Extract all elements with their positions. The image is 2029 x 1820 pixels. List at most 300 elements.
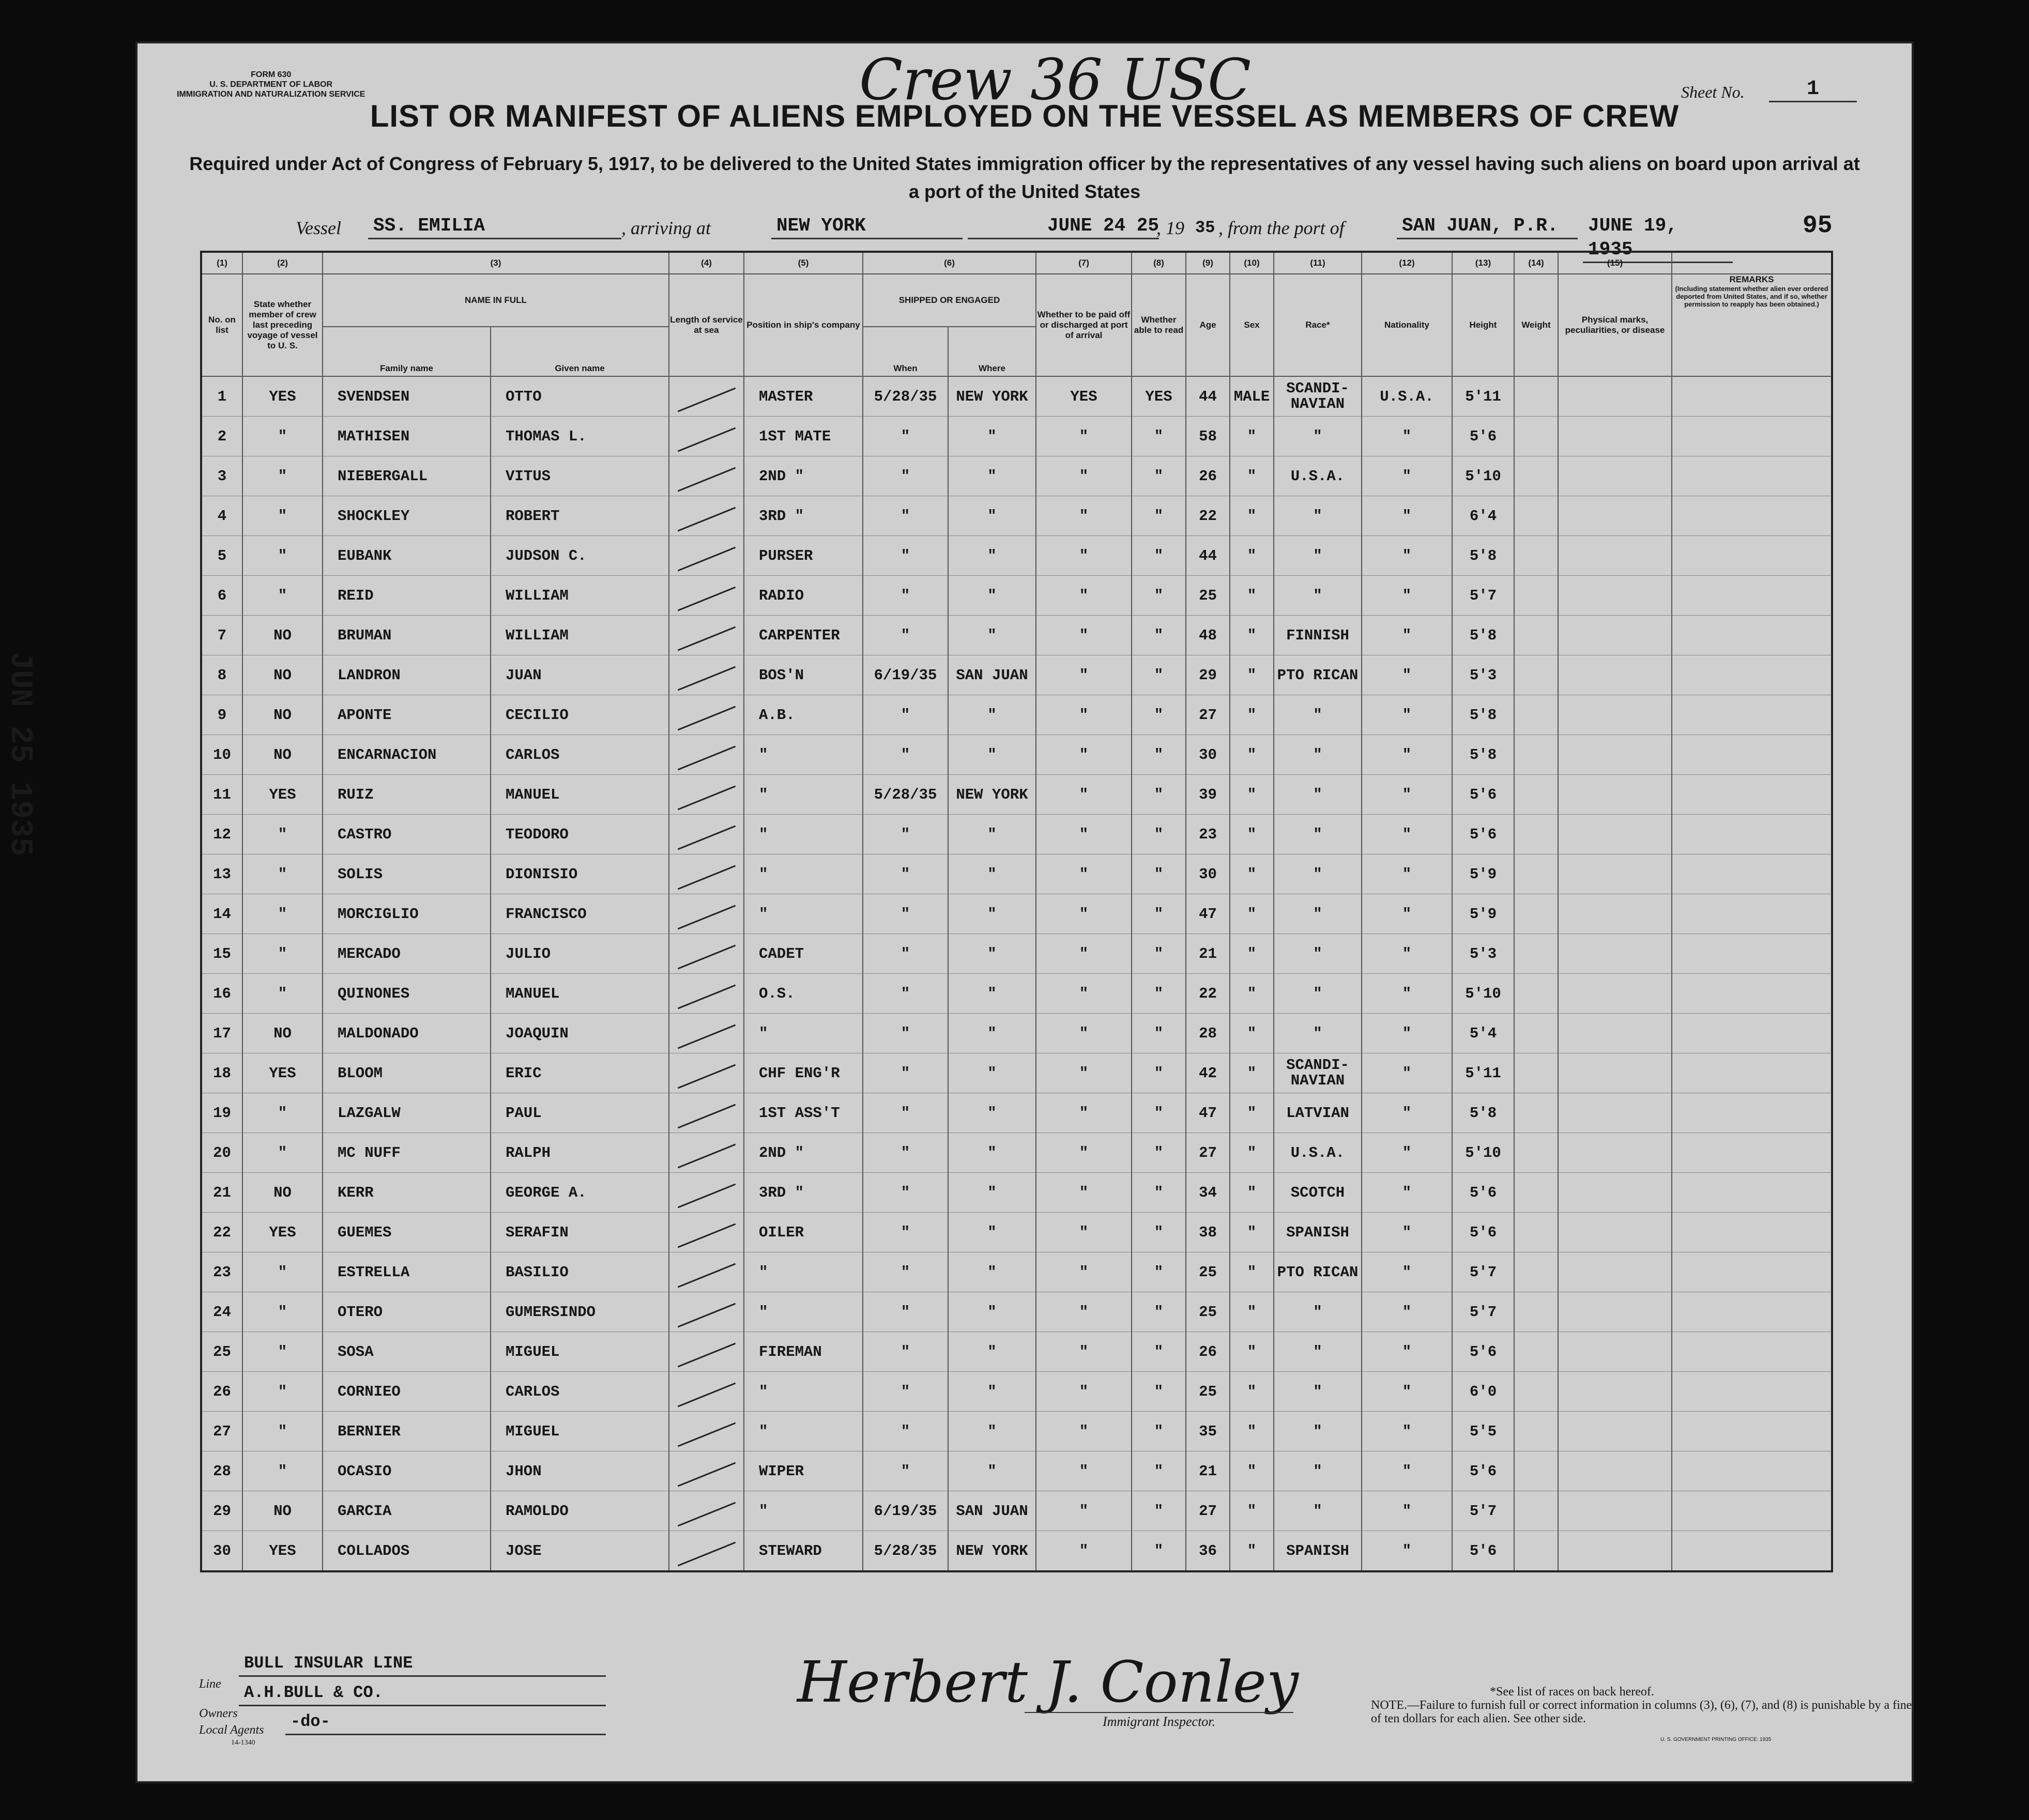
vessel-line [135,215,1914,260]
service-length-mark [669,974,744,1014]
col-number: (6) [863,252,1036,274]
cell-position: " [744,735,863,775]
cell-nationality: " [1362,1053,1452,1093]
table-row [201,496,1832,536]
cell-where: " [948,1332,1036,1372]
table-row [201,934,1832,974]
form-header [177,70,365,99]
cell-read: " [1132,775,1186,815]
cell-height: 5'11 [1452,1053,1514,1093]
col-number: (2) [242,252,323,274]
cell-read: " [1132,894,1186,934]
cell-weight [1514,1292,1558,1332]
cell-when: " [863,894,948,934]
cell-no: 28 [201,1451,242,1491]
cell-read: " [1132,695,1186,735]
cell-where: " [948,1451,1036,1491]
cell-paid: " [1036,854,1132,894]
cell-position: " [744,894,863,934]
line-label: Line [199,1677,221,1691]
col-number: (7) [1036,252,1132,274]
cell-where: " [948,1133,1036,1173]
check-mark-icon [677,944,735,969]
cell-height: 5'9 [1452,894,1514,934]
cell-where: " [948,1412,1036,1451]
column-number-row [201,252,1832,274]
cell-when: " [863,616,948,655]
cell-race: SCOTCH [1274,1173,1362,1213]
cell-sex: " [1230,815,1274,854]
cell-where: " [948,1053,1036,1093]
table-row [201,894,1832,934]
cell-paid: " [1036,1213,1132,1252]
cell-nationality: " [1362,735,1452,775]
table-row [201,1332,1832,1372]
cell-paid: " [1036,536,1132,576]
cell-nationality: " [1362,894,1452,934]
cell-marks [1558,376,1672,417]
cell-race: " [1274,775,1362,815]
cell-position: 2ND " [744,456,863,496]
cell-family: BERNIER [323,1412,491,1451]
cell-height: 5'6 [1452,1213,1514,1252]
cell-sex: " [1230,655,1274,695]
cell-race: " [1274,735,1362,775]
cell-marks [1558,1213,1672,1252]
cell-nationality: " [1362,496,1452,536]
cell-race: SCANDI- NAVIAN [1274,1053,1362,1093]
cell-height: 5'11 [1452,376,1514,417]
cell-position: RADIO [744,576,863,616]
table-row [201,1093,1832,1133]
cell-weight [1514,934,1558,974]
header-read: Whether able to read [1132,274,1186,376]
cell-race: LATVIAN [1274,1093,1362,1133]
cell-where: NEW YORK [948,376,1036,417]
cell-remarks [1672,1173,1832,1213]
cell-family: SOSA [323,1332,491,1372]
cell-paid: " [1036,1412,1132,1451]
cell-given: JULIO [491,934,669,974]
cell-age: 47 [1186,1093,1230,1133]
check-mark-icon [677,507,735,531]
check-mark-icon [677,706,735,730]
cell-read: " [1132,616,1186,655]
races-note: *See list of races on back hereof. [1490,1685,1654,1699]
cell-marks [1558,974,1672,1014]
service-length-mark [669,1053,744,1093]
cell-sex: " [1230,1014,1274,1053]
cell-read: " [1132,1053,1186,1093]
check-mark-icon [677,1303,735,1327]
cell-read: " [1132,1332,1186,1372]
cell-no: 26 [201,1372,242,1412]
cell-given: GEORGE A. [491,1173,669,1213]
header-shipped: SHIPPED OR ENGAGED [863,274,1036,327]
cell-family: LANDRON [323,655,491,695]
col-number: (12) [1362,252,1452,274]
check-mark-icon [677,1541,735,1566]
cell-height: 5'8 [1452,695,1514,735]
cell-family: OTERO [323,1292,491,1332]
cell-marks [1558,417,1672,456]
cell-family: OCASIO [323,1451,491,1491]
cell-remarks [1672,1332,1832,1372]
cell-no: 27 [201,1412,242,1451]
cell-member: NO [242,655,323,695]
cell-member: " [242,974,323,1014]
cell-paid: " [1036,1173,1132,1213]
service-length-mark [669,1491,744,1531]
check-mark-icon [677,387,735,412]
cell-no: 7 [201,616,242,655]
header-race: Race* [1274,274,1362,376]
cell-age: 30 [1186,854,1230,894]
inspector-signature: Herbert J. Conley [797,1649,1299,1715]
arrival-year: 35 [1195,218,1215,237]
cell-member: " [242,854,323,894]
cell-remarks [1672,735,1832,775]
cell-race: FINNISH [1274,616,1362,655]
manifest-sheet [135,41,1914,1783]
cell-sex: " [1230,1292,1274,1332]
cell-read: " [1132,735,1186,775]
col-number: (3) [323,252,669,274]
cell-remarks [1672,695,1832,735]
check-mark-icon [677,586,735,611]
cell-marks [1558,894,1672,934]
cell-race: SPANISH [1274,1213,1362,1252]
cell-marks [1558,496,1672,536]
cell-no: 9 [201,695,242,735]
cell-when: " [863,1093,948,1133]
cell-given: ROBERT [491,496,669,536]
cell-position: MASTER [744,376,863,417]
cell-where: " [948,1093,1036,1133]
cell-marks [1558,1133,1672,1173]
cell-member: " [242,815,323,854]
cell-height: 5'10 [1452,1133,1514,1173]
cell-nationality: " [1362,1451,1452,1491]
cell-height: 5'5 [1452,1412,1514,1451]
cell-remarks [1672,536,1832,576]
cell-race: U.S.A. [1274,456,1362,496]
cell-nationality: " [1362,775,1452,815]
header-marks: Physical marks, peculiarities, or disease [1558,274,1672,376]
cell-given: RALPH [491,1133,669,1173]
check-mark-icon [677,546,735,571]
cell-nationality: " [1362,854,1452,894]
cell-member: " [242,1133,323,1173]
cell-remarks [1672,1133,1832,1173]
cell-given: BASILIO [491,1252,669,1292]
inspector-label: Immigrant Inspector. [1025,1712,1293,1730]
cell-read: " [1132,496,1186,536]
cell-remarks [1672,1412,1832,1451]
cell-remarks [1672,1252,1832,1292]
cell-weight [1514,1332,1558,1372]
cell-family: LAZGALW [323,1093,491,1133]
cell-paid: " [1036,616,1132,655]
cell-paid: YES [1036,376,1132,417]
cell-position: " [744,1491,863,1531]
cell-remarks [1672,775,1832,815]
check-mark-icon [677,427,735,452]
cell-family: REID [323,576,491,616]
arriving-port: NEW YORK [771,214,963,239]
service-length-mark [669,1451,744,1491]
cell-height: 5'8 [1452,616,1514,655]
cell-read: YES [1132,376,1186,417]
cell-age: 58 [1186,417,1230,456]
cell-age: 42 [1186,1053,1230,1093]
service-length-mark [669,1093,744,1133]
cell-where: NEW YORK [948,775,1036,815]
cell-paid: " [1036,1053,1132,1093]
service-length-mark [669,1292,744,1332]
cell-where: " [948,1252,1036,1292]
service-length-mark [669,576,744,616]
cell-read: " [1132,655,1186,695]
cell-marks [1558,1332,1672,1372]
cell-when: " [863,1332,948,1372]
cell-marks [1558,1014,1672,1053]
header-length: Length of service at sea [669,274,744,376]
service-length-mark [669,1372,744,1412]
cell-sex: " [1230,1531,1274,1572]
cell-sex: " [1230,1372,1274,1412]
cell-race: " [1274,695,1362,735]
cell-read: " [1132,974,1186,1014]
cell-weight [1514,1412,1558,1451]
header-no: No. on list [201,274,242,376]
header-given: Given name [491,327,669,376]
check-mark-icon [677,1064,735,1089]
col-number: (9) [1186,252,1230,274]
cell-position: " [744,854,863,894]
cell-weight [1514,536,1558,576]
cell-position: 3RD " [744,1173,863,1213]
cell-when: " [863,1252,948,1292]
note-label: NOTE. [1371,1699,1407,1712]
cell-paid: " [1036,1491,1132,1531]
cell-when: " [863,1451,948,1491]
cell-where: " [948,417,1036,456]
service-length-mark [669,695,744,735]
cell-weight [1514,496,1558,536]
cell-age: 22 [1186,974,1230,1014]
cell-sex: " [1230,1093,1274,1133]
cell-member: " [242,1372,323,1412]
table-row [201,1252,1832,1292]
cell-position: A.B. [744,695,863,735]
table-row [201,1133,1832,1173]
cell-sex: " [1230,576,1274,616]
cell-age: 36 [1186,1531,1230,1572]
cell-member: " [242,894,323,934]
cell-weight [1514,1014,1558,1053]
cell-member: NO [242,695,323,735]
cell-age: 21 [1186,934,1230,974]
cell-member: YES [242,1531,323,1572]
cell-sex: " [1230,1213,1274,1252]
service-length-mark [669,1173,744,1213]
cell-height: 5'3 [1452,655,1514,695]
table-row [201,735,1832,775]
cell-member: " [242,496,323,536]
check-mark-icon [677,984,735,1009]
cell-height: 6'4 [1452,496,1514,536]
header-position: Position in ship's company [744,274,863,376]
cell-race: SCANDI- NAVIAN [1274,376,1362,417]
cell-where: " [948,456,1036,496]
cell-no: 15 [201,934,242,974]
cell-age: 44 [1186,376,1230,417]
form-number: FORM 630 [251,70,292,79]
table-row [201,1173,1832,1213]
cell-nationality: " [1362,1014,1452,1053]
cell-sex: MALE [1230,376,1274,417]
cell-age: 38 [1186,1213,1230,1252]
cell-member: " [242,456,323,496]
page-title: LIST OR MANIFEST OF ALIENS EMPLOYED ON THE VESSEL AS MEMBERS OF CREW [370,99,1680,133]
cell-sex: " [1230,1252,1274,1292]
cell-family: MC NUFF [323,1133,491,1173]
cell-remarks [1672,376,1832,417]
cell-race: " [1274,974,1362,1014]
cell-nationality: " [1362,815,1452,854]
cell-family: MORCIGLIO [323,894,491,934]
cell-marks [1558,735,1672,775]
note-text: —Failure to furnish full or correct information in columns (3), (6), (7), and (8) is punishable by a fine of ten dollars for each alien. See other side. [1371,1699,1912,1725]
cell-where: " [948,536,1036,576]
service-length-mark [669,1213,744,1252]
cell-marks [1558,1372,1672,1412]
cell-no: 17 [201,1014,242,1053]
cell-remarks [1672,1372,1832,1412]
cell-paid: " [1036,815,1132,854]
cell-weight [1514,417,1558,456]
cell-age: 25 [1186,576,1230,616]
page-subtitle: Required under Act of Congress of February 5, 1917, to be delivered to the United States immigration officer by the representatives of any vessel having such aliens on board upon arrival at a port of the United States [189,153,1860,202]
cell-sex: " [1230,854,1274,894]
cell-read: " [1132,576,1186,616]
cell-no: 12 [201,815,242,854]
cell-member: YES [242,775,323,815]
cell-nationality: " [1362,616,1452,655]
cell-member: " [242,1252,323,1292]
cell-when: " [863,1292,948,1332]
table-row [201,1372,1832,1412]
cell-marks [1558,576,1672,616]
cell-sex: " [1230,894,1274,934]
cell-age: 25 [1186,1292,1230,1332]
cell-position: PURSER [744,536,863,576]
cell-nationality: " [1362,1531,1452,1572]
cell-height: 5'3 [1452,934,1514,974]
cell-sex: " [1230,775,1274,815]
header-weight: Weight [1514,274,1558,376]
col-number: (14) [1514,252,1558,274]
cell-member: " [242,1412,323,1451]
cell-family: COLLADOS [323,1531,491,1572]
cell-paid: " [1036,655,1132,695]
cell-height: 5'7 [1452,1491,1514,1531]
cell-no: 8 [201,655,242,695]
cell-family: MALDONADO [323,1014,491,1053]
col-number: (4) [669,252,744,274]
cell-height: 5'6 [1452,775,1514,815]
table-row [201,1491,1832,1531]
cell-family: SHOCKLEY [323,496,491,536]
cell-given: THOMAS L. [491,417,669,456]
year-prefix: , 19 [1156,218,1184,238]
cell-family: BRUMAN [323,616,491,655]
cell-read: " [1132,456,1186,496]
cell-nationality: " [1362,1292,1452,1332]
check-mark-icon [677,1342,735,1367]
cell-height: 5'10 [1452,974,1514,1014]
check-mark-icon [677,1223,735,1248]
cell-when: " [863,456,948,496]
cell-remarks [1672,815,1832,854]
arriving-label: , arriving at [621,218,711,238]
vessel-label: Vessel [296,218,341,238]
cell-age: 30 [1186,735,1230,775]
cell-when: " [863,1213,948,1252]
header-paid: Whether to be paid off or discharged at port of arrival [1036,274,1132,376]
header-height: Height [1452,274,1514,376]
service-length-mark [669,496,744,536]
form-code: 14-1340 [231,1739,255,1747]
col-number: (5) [744,252,863,274]
cell-height: 5'8 [1452,536,1514,576]
check-mark-icon [677,1104,735,1128]
cell-given: RAMOLDO [491,1491,669,1531]
cell-marks [1558,1093,1672,1133]
check-mark-icon [677,626,735,651]
cell-weight [1514,695,1558,735]
cell-weight [1514,1531,1558,1572]
cell-race: " [1274,1372,1362,1412]
cell-no: 22 [201,1213,242,1252]
cell-weight [1514,894,1558,934]
cell-paid: " [1036,934,1132,974]
cell-marks [1558,655,1672,695]
cell-where: NEW YORK [948,1531,1036,1572]
cell-age: 25 [1186,1252,1230,1292]
cell-where: " [948,496,1036,536]
cell-weight [1514,775,1558,815]
cell-remarks [1672,894,1832,934]
cell-no: 6 [201,576,242,616]
cell-given: JOAQUIN [491,1014,669,1053]
cell-member: " [242,1292,323,1332]
cell-remarks [1672,456,1832,496]
cell-no: 16 [201,974,242,1014]
cell-position: 1ST MATE [744,417,863,456]
cell-paid: " [1036,1093,1132,1133]
cell-weight [1514,1491,1558,1531]
cell-weight [1514,1213,1558,1252]
cell-age: 25 [1186,1372,1230,1412]
cell-age: 44 [1186,536,1230,576]
cell-weight [1514,1173,1558,1213]
cell-weight [1514,1053,1558,1093]
cell-marks [1558,1412,1672,1451]
cell-remarks [1672,1292,1832,1332]
cell-weight [1514,576,1558,616]
